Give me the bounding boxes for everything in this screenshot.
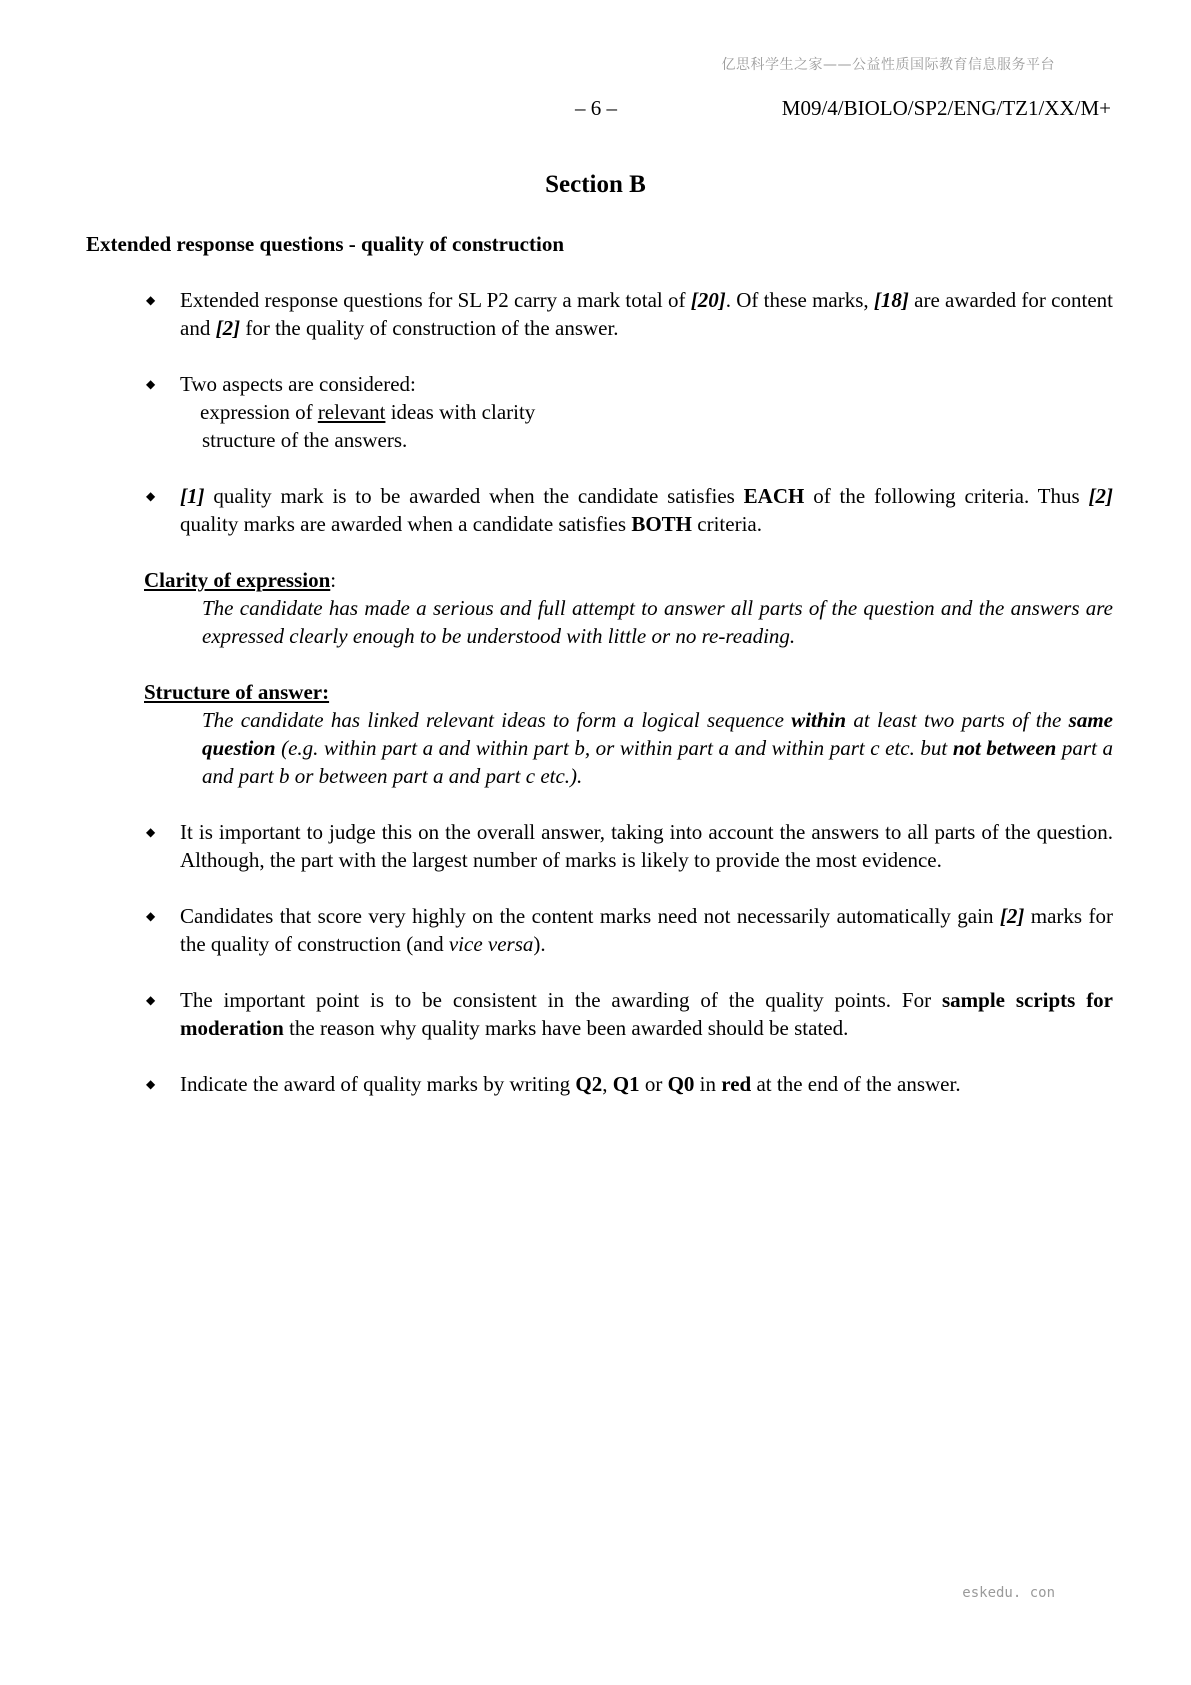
aspect-structure: structure of the answers. <box>202 428 408 452</box>
diamond-bullet-icon: ◆ <box>146 1077 156 1091</box>
criterion-structure-body: The candidate has linked relevant ideas to form a logical sequence within at least two parts of the same question (e.g. within part a and within part b, or within part a and within part c etc. but not between part a and part b or between part a and part c etc.). <box>202 708 1113 788</box>
bullet-mark-total: ◆ Extended response questions for SL P2 carry a mark total of [20]. Of these marks, [18] are awarded for content and [2] for the quality of construction of the answer. <box>146 288 1113 340</box>
diamond-bullet-icon: ◆ <box>146 293 156 307</box>
bullet-two-aspects <box>144 370 1113 454</box>
aspects-intro: Two aspects are considered: <box>180 372 416 396</box>
diamond-bullet-icon: ◆ <box>146 909 156 923</box>
bullet-quality-criteria: ◆ [1] quality mark is to be awarded when the candidate satisfies EACH of the following criteria. Thus [2] quality marks are awarded when a candidate satisfies BOTH criteria. <box>146 484 1113 536</box>
bullet-overall-answer: ◆ It is important to judge this on the overall answer, taking into account the answers to all parts of the question. Although, the part with the largest number of marks is likely to provide the most evidence. <box>146 820 1113 872</box>
section-title: Section B <box>545 171 646 198</box>
page-number: – 6 – <box>575 96 617 120</box>
main-content <box>144 286 1113 1126</box>
criterion-clarity-body: The candidate has made a serious and full attempt to answer all parts of the question and the answers are expressed clearly enough to be understood with little or no re-reading. <box>202 596 1113 648</box>
criterion-clarity: Clarity of expression: The candidate has made a serious and full attempt to answer all parts of the question and the answers are expressed clearly enough to be understood with little or no re-reading. <box>144 568 1113 648</box>
aspect-expression: expression of relevant ideas with clarity <box>200 400 536 424</box>
sub-heading: Extended response questions - quality of construction <box>86 232 564 256</box>
diamond-bullet-icon: ◆ <box>146 825 156 839</box>
criterion-structure-label: Structure of answer: <box>144 680 330 704</box>
top-watermark: 亿思科学生之家——公益性质国际教育信息服务平台 <box>721 57 1055 73</box>
bullet-consistency: ◆ The important point is to be consistent in the awarding of the quality points. For sample scripts for moderation the reason why quality marks have been awarded should be stated. <box>146 988 1114 1040</box>
bottom-watermark: eskedu. con <box>962 1585 1055 1601</box>
diamond-bullet-icon: ◆ <box>146 377 156 391</box>
criterion-clarity-label: Clarity of expression <box>144 568 331 592</box>
diamond-bullet-icon: ◆ <box>146 993 156 1007</box>
diamond-bullet-icon: ◆ <box>146 489 156 503</box>
document-code: M09/4/BIOLO/SP2/ENG/TZ1/XX/M+ <box>781 96 1111 120</box>
bullet-content-marks: ◆ Candidates that score very highly on the content marks need not necessarily automatically gain [2] marks for the quality of construction (and vice versa). <box>146 904 1113 956</box>
bullet-indicate-award: ◆ Indicate the award of quality marks by writing Q2, Q1 or Q0 in red at the end of the answer. <box>146 1072 961 1096</box>
criterion-structure <box>144 678 1113 790</box>
